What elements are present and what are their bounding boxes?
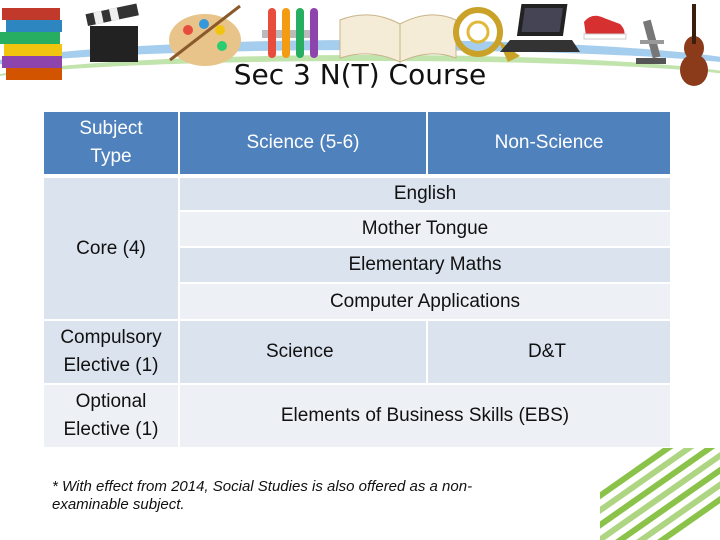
test-tubes-icon (262, 8, 318, 58)
header-subject-type: Subject Type (44, 112, 178, 174)
compulsory-science: Science (180, 321, 426, 383)
row-label-optional-elective: Optional Elective (1) (44, 385, 178, 447)
clapperboard-icon (86, 3, 139, 62)
optional-subject: Elements of Business Skills (EBS) (180, 385, 670, 447)
row-label-core: Core (4) (44, 178, 178, 319)
core-subject: Computer Applications (180, 284, 670, 319)
core-subject: Elementary Maths (180, 248, 670, 282)
page-title: Sec 3 N(T) Course (233, 58, 487, 91)
french-horn-icon (456, 10, 520, 62)
footnote: * With effect from 2014, Social Studies is also offered as a non-examinable subject. (52, 478, 473, 513)
decorative-stripes (600, 448, 720, 540)
header-science: Science (5-6) (180, 112, 426, 174)
core-subject: Mother Tongue (180, 212, 670, 246)
row-label-compulsory-elective: Compulsory Elective (1) (44, 321, 178, 383)
core-subject: English (180, 178, 670, 210)
open-book-icon (340, 15, 456, 62)
palette-icon (169, 6, 241, 66)
header-non-science: Non-Science (428, 112, 670, 174)
compulsory-non-science: D&T (428, 321, 670, 383)
sneaker-icon (584, 16, 626, 39)
laptop-icon (500, 4, 580, 52)
